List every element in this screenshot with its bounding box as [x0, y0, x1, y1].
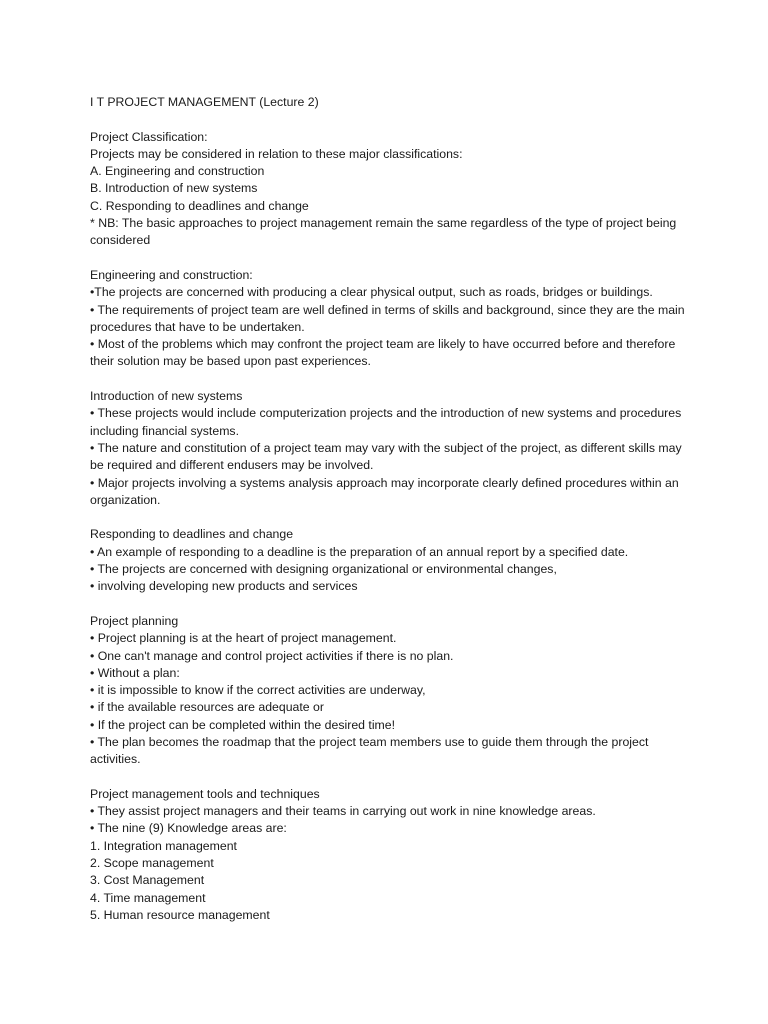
section-heading-engineering-construction: Engineering and construction:	[90, 267, 253, 282]
section-line: • These projects would include computerization projects and the introduction of new systems and procedures including financial systems.	[90, 406, 682, 438]
section-line: Projects may be considered in relation to these major classifications:	[90, 146, 463, 161]
spacer	[90, 769, 690, 786]
section-line: • involving developing new products and services	[90, 579, 358, 594]
section-line: •The projects are concerned with producing a clear physical output, such as roads, bridges or buildings.	[90, 285, 653, 300]
spacer	[90, 509, 690, 526]
section-heading-project-planning: Project planning	[90, 613, 179, 628]
section-line: C. Responding to deadlines and change	[90, 198, 309, 213]
knowledge-area-item: 3. Cost Management	[90, 873, 205, 888]
section-heading-tools-techniques: Project management tools and techniques	[90, 786, 320, 801]
section-line: • They assist project managers and their teams in carrying out work in nine knowledge areas.	[90, 804, 596, 819]
section-heading-project-classification: Project Classification:	[90, 129, 208, 144]
spacer	[90, 371, 690, 388]
section-line: A. Engineering and construction	[90, 164, 265, 179]
section-line: • Most of the problems which may confront the project team are likely to have occurred before and therefore their solution may be based upon past experiences.	[90, 337, 676, 369]
document-body	[90, 94, 690, 924]
document-title: I T PROJECT MANAGEMENT (Lecture 2)	[90, 95, 319, 109]
knowledge-area-item: 5. Human resource management	[90, 907, 270, 922]
spacer	[90, 250, 690, 267]
section-line: • if the available resources are adequate or	[90, 700, 324, 715]
section-line: • The plan becomes the roadmap that the project team members use to guide them through the project activities.	[90, 734, 649, 767]
section-line: • it is impossible to know if the correct activities are underway,	[90, 683, 426, 698]
knowledge-area-item: 1. Integration management	[90, 838, 237, 853]
knowledge-area-item: 2. Scope management	[90, 856, 214, 871]
section-line: • Major projects involving a systems analysis approach may incorporate clearly defined procedures within an organization.	[90, 475, 679, 507]
section-line: • Project planning is at the heart of project management.	[90, 631, 397, 646]
section-line: • One can't manage and control project activities if there is no plan.	[90, 648, 454, 663]
section-line: • The nature and constitution of a project team may vary with the subject of the project, as different skills may be required and different endusers may be involved.	[90, 440, 682, 473]
spacer	[90, 111, 690, 128]
section-heading-deadlines-change: Responding to deadlines and change	[90, 527, 294, 542]
section-heading-new-systems: Introduction of new systems	[90, 389, 243, 404]
section-line: * NB: The basic approaches to project management remain the same regardless of the type of project being considered	[90, 216, 677, 248]
section-line: • Without a plan:	[90, 665, 180, 680]
spacer	[90, 596, 690, 613]
section-line: • If the project can be completed within the desired time!	[90, 717, 396, 732]
section-line: B. Introduction of new systems	[90, 181, 258, 196]
section-line: • The projects are concerned with designing organizational or environmental changes,	[90, 562, 557, 577]
section-line: • An example of responding to a deadline is the preparation of an annual report by a specified date.	[90, 544, 629, 559]
section-line: • The requirements of project team are well defined in terms of skills and background, since they are the main procedures that have to be undertaken.	[90, 302, 685, 334]
knowledge-area-item: 4. Time management	[90, 890, 206, 905]
section-line: • The nine (9) Knowledge areas are:	[90, 821, 287, 836]
